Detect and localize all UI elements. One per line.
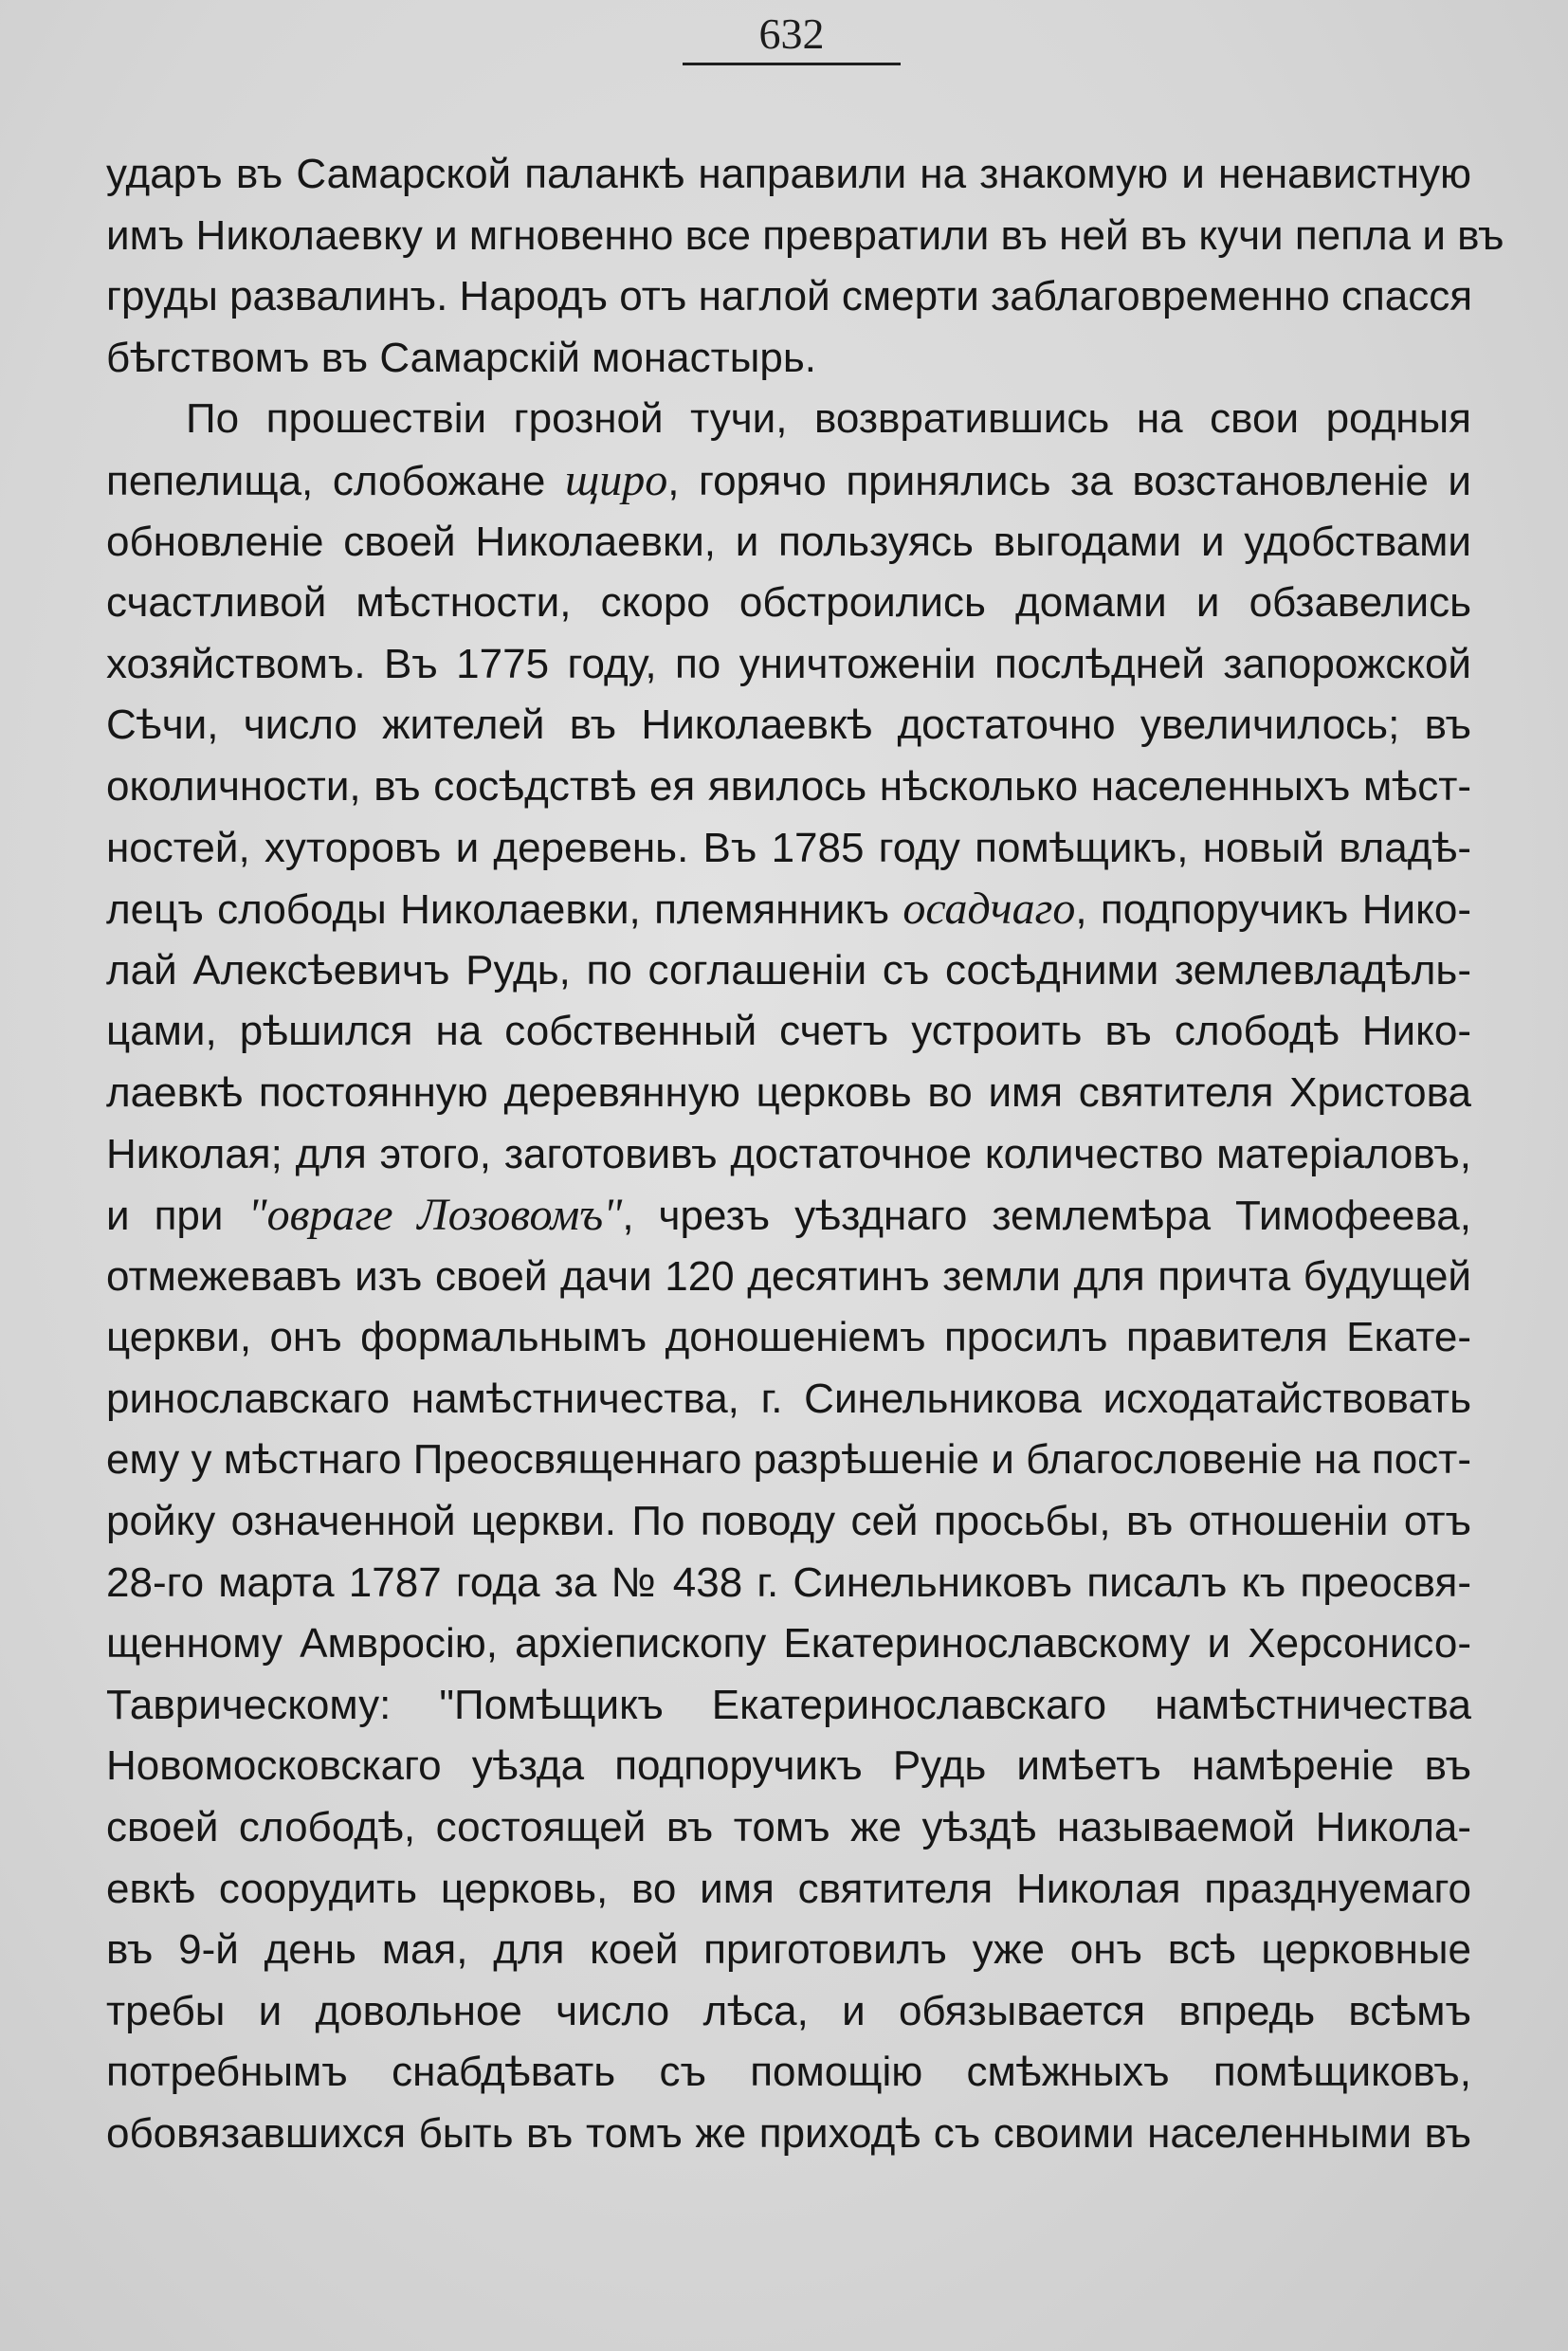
page-number: 632 — [758, 9, 825, 58]
text-line — [106, 1001, 1471, 1063]
text-line — [106, 1307, 1471, 1369]
text-line — [106, 1736, 1471, 1797]
text-line — [106, 512, 1471, 574]
text-segment: своей слободѣ, состоящей въ томъ же уѣздѣ называемой Николa- — [106, 1804, 1471, 1851]
text-segment: ройку означенной церкви. По поводу сей просьбы, въ отношеніи отъ — [106, 1498, 1471, 1545]
text-line — [106, 1185, 1471, 1247]
text-line — [106, 144, 1471, 206]
italic-text-segment: "овраге Лозовомъ" — [247, 1190, 623, 1241]
text-line — [106, 328, 1471, 390]
text-line — [106, 1675, 1471, 1737]
text-segment: лай Алексѣевичъ Рудь, по соглашеніи съ сосѣдними землевладѣль- — [106, 946, 1471, 993]
text-line — [106, 1063, 1471, 1124]
text-segment: Таврическому: "Помѣщикъ Екатеринославскаго намѣстничества — [106, 1681, 1471, 1728]
text-segment: груды развалинъ. Народъ отъ наглой смерти заблаговременно спасся — [106, 273, 1473, 320]
text-segment: церкви, онъ формальнымъ доношеніемъ просилъ правителя Екате- — [106, 1314, 1471, 1361]
text-segment: По прошествіи грозной тучи, возвратившись на свои родныя — [186, 395, 1471, 443]
text-segment: въ 9-й день мая, для коей приготовилъ уже онъ всѣ церковные — [106, 1926, 1471, 1974]
text-segment: лецъ слободы Николаевки, племянникъ — [106, 886, 903, 934]
text-line — [106, 450, 1471, 512]
text-segment: счастливой мѣстности, скоро обстроились домами и обзавелись — [106, 579, 1471, 627]
text-line — [106, 1491, 1471, 1553]
text-segment: Николая; для этого, заготовивъ достаточное количество матеріаловъ, — [106, 1130, 1471, 1177]
italic-text-segment: осадчаго — [903, 884, 1076, 935]
text-segment: , чрезъ уѣзднаго землемѣра Тимофеева, — [622, 1193, 1471, 1240]
text-line — [106, 573, 1471, 634]
text-line — [106, 1247, 1471, 1308]
text-line — [106, 1613, 1471, 1675]
text-segment: обовязавшихся быть въ томъ же приходѣ съ своими населенными въ — [106, 2110, 1471, 2157]
text-line — [106, 940, 1471, 1002]
page-number-rule — [683, 63, 901, 65]
text-line — [106, 695, 1471, 756]
text-segment: ударъ въ Самарской паланкѣ направили на знакомую и ненавистную — [106, 151, 1471, 197]
text-segment: 28-го марта 1787 года за № 438 г. Синельниковъ писалъ къ преосвя- — [106, 1558, 1471, 1606]
text-segment: щенному Амвросію, архіепископу Екатеринославскому и Херсонисо- — [106, 1620, 1471, 1668]
text-segment: , подпоручикъ Нико- — [1075, 886, 1471, 934]
text-line — [106, 1981, 1471, 2043]
text-line — [106, 1920, 1471, 1981]
text-segment: ринославскаго намѣстничества, г. Синельникова исходатайствовать — [106, 1375, 1471, 1422]
text-segment: хозяйствомъ. Въ 1775 году, по уничтоженіи послѣдней запорожской — [106, 640, 1471, 687]
text-line — [106, 1859, 1471, 1921]
text-line — [106, 1124, 1471, 1186]
text-segment: обновленіе своей Николаевки, и пользуясь выгодами и удобствами — [106, 518, 1471, 565]
text-segment: ему у мѣстнаго Преосвященнаго разрѣшеніе и благословеніе на пост- — [106, 1436, 1471, 1484]
text-line — [106, 818, 1471, 880]
text-line — [106, 1553, 1471, 1614]
text-segment: околичности, въ сосѣдствѣ ея явилось нѣсколько населенныхъ мѣст- — [106, 762, 1471, 810]
text-line — [106, 206, 1504, 267]
text-line — [106, 1797, 1471, 1859]
text-line — [106, 1369, 1471, 1431]
italic-text-segment: щиро — [564, 454, 668, 505]
text-line — [106, 1430, 1471, 1491]
body-text — [106, 144, 1504, 2165]
text-line — [106, 266, 1471, 328]
text-line — [106, 879, 1471, 940]
text-line — [106, 389, 1471, 450]
text-segment: лаевкѣ постоянную деревянную церковь во имя святителя Христова — [106, 1068, 1471, 1116]
text-segment: отмежевавъ изъ своей дачи 120 десятинъ земли для причта будущей — [106, 1252, 1471, 1300]
text-segment: и при — [106, 1193, 248, 1240]
text-segment: евкѣ соорудить церковь, во имя святителя Николая празднуемаго — [106, 1865, 1471, 1912]
text-segment: цами, рѣшился на собственный счетъ устроить въ слободѣ Нико- — [106, 1008, 1471, 1055]
text-segment: ностей, хуторовъ и деревень. Въ 1785 году помѣщикъ, новый владѣ- — [106, 824, 1471, 871]
text-segment: Новомосковскаго уѣзда подпоручикъ Рудь имѣетъ намѣреніе въ — [106, 1742, 1471, 1790]
text-segment: имъ Николаевку и мгновенно все превратили въ ней въ кучи пепла и въ — [106, 211, 1504, 259]
text-line — [106, 2104, 1471, 2165]
text-line — [106, 634, 1471, 696]
text-segment: , горячо принялись за возстановленіе и — [667, 457, 1471, 504]
text-segment: требы и довольное число лѣса, и обязывается впредь всѣмъ — [106, 1987, 1471, 2034]
text-segment: пепелища, слобожане — [106, 457, 565, 504]
text-segment: потребнымъ снабдѣвать съ помощію смѣжныхъ помѣщиковъ, — [106, 2049, 1471, 2096]
text-line — [106, 756, 1471, 818]
text-line — [106, 2042, 1471, 2104]
text-segment: бѣгствомъ въ Самарскій монастырь. — [106, 334, 817, 381]
text-segment: Сѣчи, число жителей въ Николаевкѣ достаточно увеличилось; въ — [106, 702, 1471, 749]
